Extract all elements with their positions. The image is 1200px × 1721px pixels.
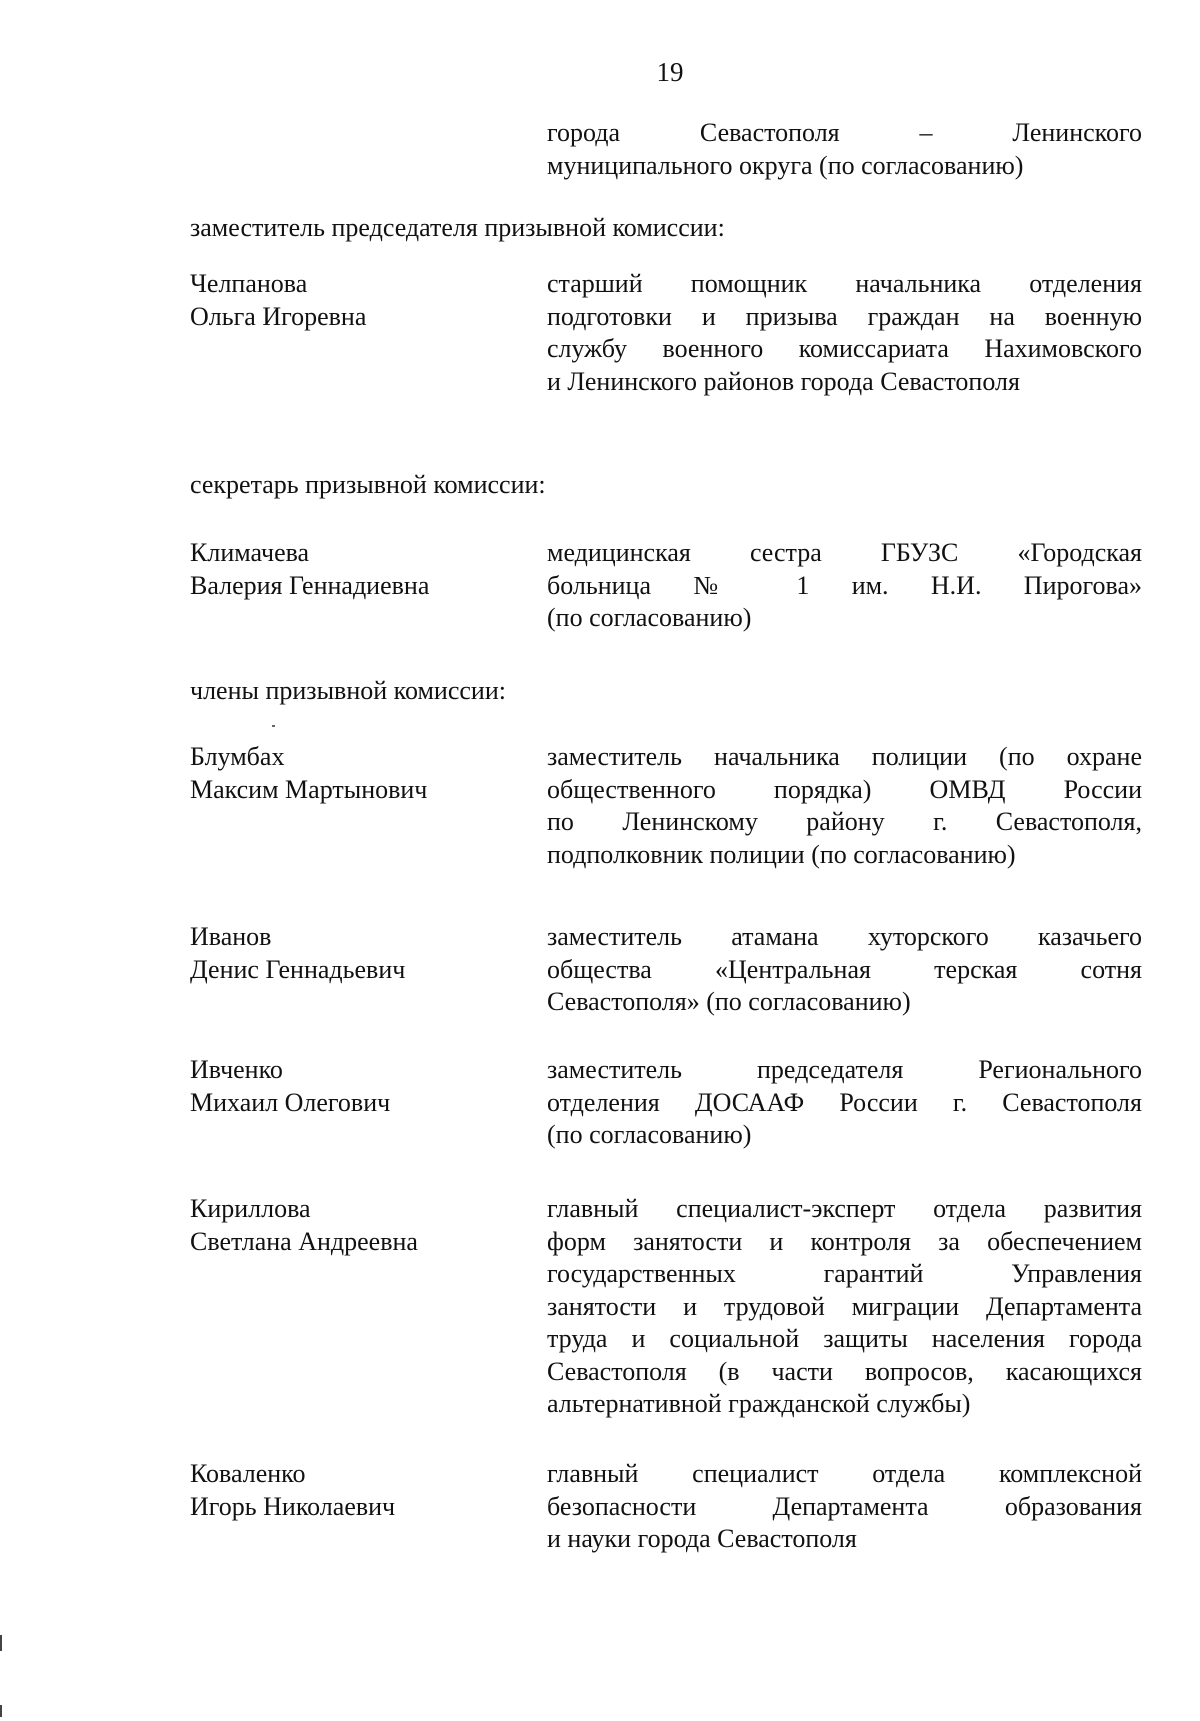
scan-edge-mark <box>0 1705 2 1717</box>
member-surname: Коваленко <box>190 1459 306 1488</box>
description-line: главный специалист отдела комплексной <box>547 1459 1142 1488</box>
page-number: 19 <box>656 57 684 87</box>
member-given-names: Валерия Геннадиевна <box>190 570 430 600</box>
continuation-description <box>547 117 1142 182</box>
description-line: общества «Центральная терская сотня <box>547 954 1142 984</box>
member-position <box>547 268 1142 398</box>
description-line: медицинская сестра ГБУЗС «Городская <box>547 538 1142 567</box>
member-name <box>190 921 530 986</box>
member-surname: Иванов <box>190 922 272 951</box>
member-position <box>547 1054 1142 1152</box>
description-line: Севастополя» (по согласованию) <box>547 987 911 1016</box>
description-line: главный специалист-эксперт отдела развития <box>547 1194 1142 1223</box>
member-given-names: Светлана Андреевна <box>190 1226 418 1256</box>
member-position <box>547 1458 1142 1556</box>
description-line: альтернативной гражданской службы) <box>547 1389 971 1418</box>
description-line: подполковник полиции (по согласованию) <box>547 839 1016 869</box>
description-line: безопасности Департамента образования <box>547 1491 1142 1521</box>
member-given-names: Игорь Николаевич <box>190 1491 396 1521</box>
member-name <box>190 1458 530 1523</box>
description-line: общественного порядка) ОМВД России <box>547 774 1142 804</box>
member-given-names: Денис Геннадьевич <box>190 954 406 984</box>
description-line: (по согласованию) <box>547 603 752 632</box>
member-given-names: Максим Мартынович <box>190 774 428 804</box>
description-line: службу военного комиссариата Нахимовского <box>547 334 1142 363</box>
member-surname: Климачева <box>190 538 310 567</box>
member-name <box>190 1054 530 1119</box>
description-line: больница № 1 им. Н.И. Пирогова» <box>547 570 1142 600</box>
member-position <box>547 741 1142 871</box>
description-line: государственных гарантий Управления <box>547 1259 1142 1288</box>
member-surname: Челпанова <box>190 269 308 298</box>
section-heading-members: члены призывной комиссии: <box>190 676 506 705</box>
member-name <box>190 268 530 333</box>
description-line: и Ленинского районов города Севастополя <box>547 366 1020 396</box>
scan-edge-mark <box>0 1635 2 1651</box>
member-given-names: Михаил Олегович <box>190 1087 391 1117</box>
description-line: подготовки и призыва граждан на военную <box>547 301 1142 331</box>
member-position <box>547 1193 1142 1421</box>
description-line: по Ленинскому району г. Севастополя, <box>547 807 1142 836</box>
description-line: Севастополя (в части вопросов, касающихся <box>547 1356 1142 1386</box>
description-line: (по согласованию) <box>547 1120 752 1149</box>
member-position <box>547 921 1142 1019</box>
description-line: занятости и трудовой миграции Департамента <box>547 1291 1142 1321</box>
description-line: старший помощник начальника отделения <box>547 269 1142 298</box>
member-name <box>190 1193 530 1258</box>
member-surname: Кириллова <box>190 1194 311 1223</box>
section-heading-secretary: секретарь призывной комиссии: <box>190 470 546 499</box>
description-line: и науки города Севастополя <box>547 1524 857 1553</box>
description-line: города Севастополя – Ленинского <box>547 118 1142 147</box>
scan-mark <box>272 725 275 727</box>
description-line: заместитель начальника полиции (по охране <box>547 742 1142 771</box>
description-line: форм занятости и контроля за обеспечением <box>547 1226 1142 1256</box>
member-given-names: Ольга Игоревна <box>190 301 367 331</box>
member-name <box>190 537 530 602</box>
member-surname: Блумбах <box>190 742 285 771</box>
description-line: труда и социальной защиты населения города <box>547 1324 1142 1353</box>
section-heading-deputy-chair: заместитель председателя призывной комиссии: <box>190 213 725 242</box>
member-name <box>190 741 530 806</box>
description-line: заместитель атамана хуторского казачьего <box>547 922 1142 951</box>
member-position <box>547 537 1142 635</box>
member-surname: Ивченко <box>190 1055 283 1084</box>
description-line: отделения ДОСААФ России г. Севастополя <box>547 1087 1142 1117</box>
description-line: муниципального округа (по согласованию) <box>547 150 1024 180</box>
description-line: заместитель председателя Регионального <box>547 1055 1142 1084</box>
